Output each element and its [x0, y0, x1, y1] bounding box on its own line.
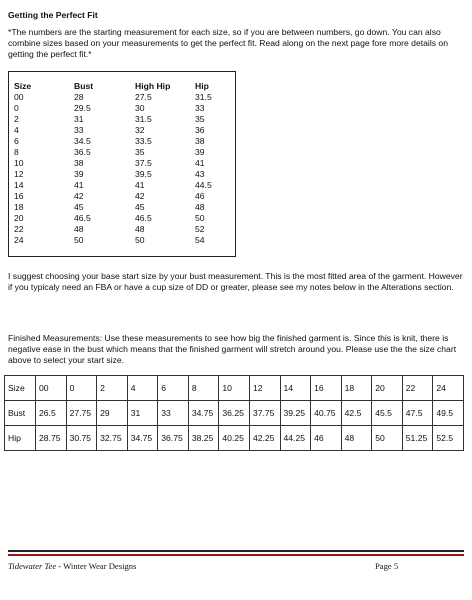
size-chart-cell: 39	[74, 169, 84, 179]
size-chart-cell: 18	[14, 202, 24, 212]
size-chart-cell: 29.5	[74, 103, 91, 113]
size-chart-table	[14, 81, 233, 246]
finished-row-label: Hip	[5, 426, 36, 451]
finished-cell: 18	[341, 376, 372, 401]
size-chart-cell: 22	[14, 224, 24, 234]
header-high-hip: High Hip	[135, 81, 171, 91]
size-chart-cell: 33	[74, 125, 84, 135]
size-chart-cell: 35	[135, 147, 145, 157]
header-bust: Bust	[74, 81, 94, 91]
header-size: Size	[14, 81, 32, 91]
finished-cell: 36.25	[219, 401, 250, 426]
size-chart-cell: 31	[74, 114, 84, 124]
size-chart-cell: 10	[14, 158, 24, 168]
size-chart-cell: 54	[195, 235, 205, 245]
intro-paragraph: *The numbers are the starting measurement for each size, so if you are between numbers, go down. You can also combine sizes based on your measurements to get the perfect fit. Read along on the next page fore more details on getting the perfect fit.*	[8, 27, 448, 59]
size-chart-box	[8, 71, 236, 257]
finished-cell: 12	[249, 376, 280, 401]
finished-cell: 28.75	[36, 426, 67, 451]
finished-cell: 2	[97, 376, 128, 401]
finished-cell: 42.5	[341, 401, 372, 426]
finished-cell: 47.5	[402, 401, 433, 426]
size-chart-row	[14, 158, 233, 169]
size-chart-cell: 27.5	[135, 92, 152, 102]
footer-publisher: - Winter Wear Designs	[56, 561, 137, 571]
size-chart-cell: 36.5	[74, 147, 91, 157]
size-chart-cell: 28	[74, 92, 84, 102]
finished-cell: 29	[97, 401, 128, 426]
size-chart-cell: 44.5	[195, 180, 212, 190]
footer-title	[8, 561, 136, 571]
size-chart-cell: 33.5	[135, 136, 152, 146]
suggestion-paragraph: I suggest choosing your base start size by your bust measurement. This is the most fitted area of the garment. However if you typicaly need an FBA or have a cup size of DD or greater, please see my notes below in the Alterations section.	[8, 271, 463, 292]
finished-cell: 4	[127, 376, 158, 401]
size-chart-cell: 12	[14, 169, 24, 179]
finished-cell: 0	[66, 376, 97, 401]
size-chart-cell: 42	[135, 191, 145, 201]
finished-cell: 14	[280, 376, 311, 401]
finished-cell: 30.75	[66, 426, 97, 451]
finished-cell: 42.25	[249, 426, 280, 451]
size-chart-cell: 35	[195, 114, 205, 124]
finished-cell: 37.75	[249, 401, 280, 426]
finished-cell: 48	[341, 426, 372, 451]
finished-cell: 10	[219, 376, 250, 401]
size-chart-cell: 39	[195, 147, 205, 157]
size-chart-cell: 39.5	[135, 169, 152, 179]
size-chart-cell: 33	[195, 103, 205, 113]
finished-cell: 32.75	[97, 426, 128, 451]
size-chart-row	[14, 202, 233, 213]
size-chart-cell: 48	[135, 224, 145, 234]
finished-cell: 36.75	[158, 426, 189, 451]
size-chart-header-row	[14, 81, 233, 92]
size-chart-cell: 37.5	[135, 158, 152, 168]
size-chart-row	[14, 136, 233, 147]
size-chart-cell: 41	[74, 180, 84, 190]
finished-cell: 52.5	[433, 426, 464, 451]
size-chart-cell: 30	[135, 103, 145, 113]
page-heading: Getting the Perfect Fit	[8, 10, 98, 20]
size-chart-row	[14, 180, 233, 191]
finished-cell: 45.5	[372, 401, 403, 426]
size-chart-row	[14, 103, 233, 114]
size-chart-cell: 4	[14, 125, 19, 135]
footer-brand: Tidewater Tee	[8, 561, 57, 571]
finished-cell: 40.75	[311, 401, 342, 426]
size-chart-row	[14, 235, 233, 246]
size-chart-row	[14, 125, 233, 136]
finished-row-label: Size	[5, 376, 36, 401]
size-chart-cell: 00	[14, 92, 24, 102]
finished-row-label: Bust	[5, 401, 36, 426]
finished-cell: 49.5	[433, 401, 464, 426]
finished-cell: 16	[311, 376, 342, 401]
size-chart-cell: 34.5	[74, 136, 91, 146]
finished-cell: 6	[158, 376, 189, 401]
finished-cell: 40.25	[219, 426, 250, 451]
size-chart-cell: 41	[195, 158, 205, 168]
finished-cell: 20	[372, 376, 403, 401]
size-chart-row	[14, 191, 233, 202]
size-chart-cell: 2	[14, 114, 19, 124]
size-chart-row	[14, 92, 233, 103]
size-chart-cell: 32	[135, 125, 145, 135]
finished-cell: 51.25	[402, 426, 433, 451]
finished-cell: 38.25	[188, 426, 219, 451]
finished-cell: 33	[158, 401, 189, 426]
size-chart-cell: 36	[195, 125, 205, 135]
size-chart-cell: 50	[195, 213, 205, 223]
finished-cell: 00	[36, 376, 67, 401]
finished-cell: 46	[311, 426, 342, 451]
finished-cell: 24	[433, 376, 464, 401]
size-chart-cell: 45	[135, 202, 145, 212]
finished-row	[5, 401, 464, 426]
size-chart-row	[14, 169, 233, 180]
size-chart-cell: 42	[74, 191, 84, 201]
finished-row	[5, 426, 464, 451]
size-chart-cell: 46	[195, 191, 205, 201]
finished-cell: 26.5	[36, 401, 67, 426]
size-chart-cell: 38	[74, 158, 84, 168]
size-chart-cell: 41	[135, 180, 145, 190]
footer-rule-red	[8, 554, 464, 556]
size-chart-cell: 52	[195, 224, 205, 234]
finished-cell: 22	[402, 376, 433, 401]
size-chart-cell: 46.5	[135, 213, 152, 223]
finished-row	[5, 376, 464, 401]
finished-cell: 50	[372, 426, 403, 451]
finished-cell: 27.75	[66, 401, 97, 426]
size-chart-cell: 48	[195, 202, 205, 212]
size-chart-cell: 31.5	[135, 114, 152, 124]
finished-cell: 34.75	[188, 401, 219, 426]
size-chart-cell: 43	[195, 169, 205, 179]
size-chart-cell: 45	[74, 202, 84, 212]
size-chart-cell: 20	[14, 213, 24, 223]
size-chart-cell: 50	[135, 235, 145, 245]
finished-measurements-table	[4, 375, 464, 451]
size-chart-cell: 46.5	[74, 213, 91, 223]
page-number: Page 5	[375, 561, 399, 571]
size-chart-cell: 14	[14, 180, 24, 190]
finished-measurements-paragraph: Finished Measurements: Use these measurements to see how big the finished garment is. Since this is knit, there is negative ease in the bust which means that the finished garment will stretch around you. Please use the the size chart above to select your start size.	[8, 333, 457, 365]
size-chart-cell: 8	[14, 147, 19, 157]
size-chart-cell: 6	[14, 136, 19, 146]
size-chart-row	[14, 114, 233, 125]
finished-cell: 34.75	[127, 426, 158, 451]
size-chart-row	[14, 147, 233, 158]
finished-cell: 39.25	[280, 401, 311, 426]
size-chart-cell: 50	[74, 235, 84, 245]
size-chart-cell: 0	[14, 103, 19, 113]
size-chart-cell: 24	[14, 235, 24, 245]
size-chart-cell: 31.5	[195, 92, 212, 102]
footer-rule-dark	[8, 550, 464, 552]
size-chart-cell: 38	[195, 136, 205, 146]
size-chart-cell: 16	[14, 191, 24, 201]
size-chart-cell: 48	[74, 224, 84, 234]
size-chart-row	[14, 224, 233, 235]
finished-cell: 44.25	[280, 426, 311, 451]
finished-cell: 31	[127, 401, 158, 426]
size-chart-row	[14, 213, 233, 224]
header-hip: Hip	[195, 81, 209, 91]
finished-cell: 8	[188, 376, 219, 401]
